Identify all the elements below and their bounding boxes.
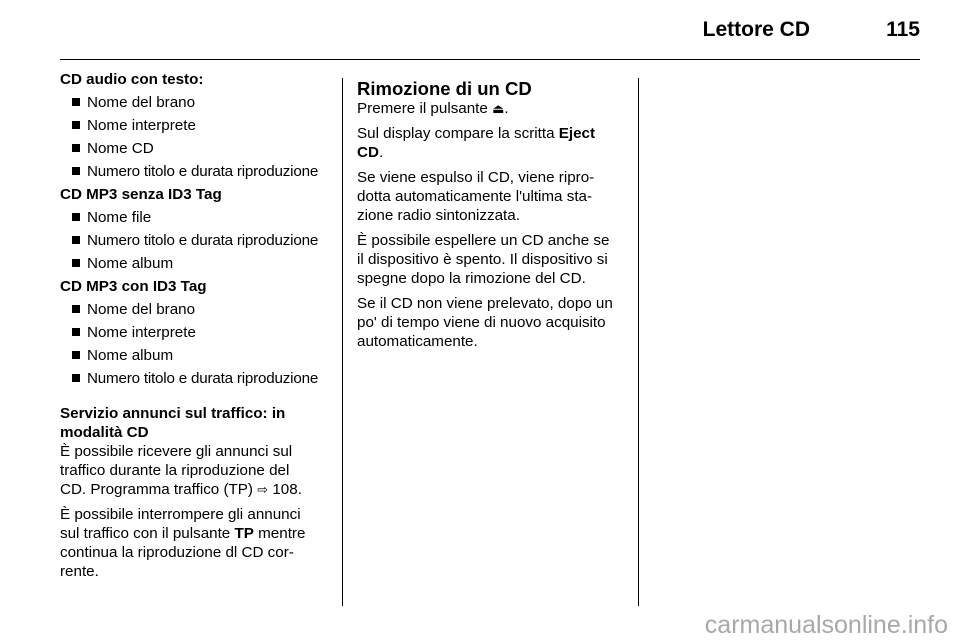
bullet-icon <box>72 259 80 267</box>
bullet-icon <box>72 236 80 244</box>
left-column <box>60 70 330 587</box>
list-item: Nome CD <box>60 139 330 158</box>
column-divider-2 <box>638 78 639 606</box>
header-rule <box>60 59 920 60</box>
list-item: Numero titolo e durata riproduzione <box>60 162 330 181</box>
eject-icon: ⏏ <box>492 101 505 116</box>
eject-instruction: Premere il pulsante ⏏. <box>357 100 509 117</box>
list-item: Nome interprete <box>60 323 330 342</box>
list-item: Numero titolo e durata riproduzione <box>60 369 330 388</box>
tp-button-label: TP <box>234 525 254 542</box>
middle-column <box>357 70 627 357</box>
traffic-paragraph-1: È possibile ricevere gli annunci sul traffico durante la riproduzione del CD. Programma traffico (TP) ⇨ 108. <box>60 443 302 498</box>
bullet-icon <box>72 144 80 152</box>
audio-cd-list <box>60 93 330 181</box>
display-message-paragraph: Sul display compare la scritta Eject CD. <box>357 125 596 161</box>
traffic-heading: Servizio annunci sul traffico: in modalità CD <box>60 405 286 441</box>
list-item: Numero titolo e durata riproduzione <box>60 231 330 250</box>
mp3-no-tag-heading: CD MP3 senza ID3 Tag <box>60 186 222 203</box>
list-item: Nome del brano <box>60 300 330 319</box>
bullet-icon <box>72 167 80 175</box>
bullet-icon <box>72 328 80 336</box>
traffic-paragraph-2: È possibile interrompere gli annunci sul traffico con il pulsante TP mentre continua la riproduzione dl CD cor- rente. <box>60 506 306 580</box>
bullet-icon <box>72 351 80 359</box>
mp3-tag-list <box>60 300 330 388</box>
section-title: Rimozione di un CD <box>357 78 532 99</box>
mp3-no-tag-list <box>60 208 330 273</box>
watermark: carmanualsonline.info <box>704 611 948 639</box>
bullet-icon <box>72 213 80 221</box>
list-item: Nome interprete <box>60 116 330 135</box>
audio-cd-heading: CD audio con testo: <box>60 71 204 88</box>
bullet-icon <box>72 374 80 382</box>
chapter-title: Lettore CD <box>702 18 810 41</box>
page-reference-arrow-icon: ⇨ <box>257 482 269 497</box>
list-item: Nome del brano <box>60 93 330 112</box>
page-number: 115 <box>886 18 920 41</box>
radio-resume-paragraph: Se viene espulso il CD, viene ripro- dotta automaticamente l'ultima sta- zione radio sintonizzata. <box>357 169 595 224</box>
bullet-icon <box>72 121 80 129</box>
bullet-icon <box>72 98 80 106</box>
column-divider-1 <box>342 78 343 606</box>
list-item: Nome file <box>60 208 330 227</box>
device-off-paragraph: È possibile espellere un CD anche se il dispositivo è spento. Il dispositivo si spegne dopo la rimozione del CD. <box>357 232 610 287</box>
list-item: Nome album <box>60 254 330 273</box>
list-item: Nome album <box>60 346 330 365</box>
bullet-icon <box>72 305 80 313</box>
auto-reload-paragraph: Se il CD non viene prelevato, dopo un po' di tempo viene di nuovo acquisito automaticamente. <box>357 295 613 350</box>
mp3-tag-heading: CD MP3 con ID3 Tag <box>60 278 207 295</box>
eject-label: Eject <box>558 125 596 142</box>
cd-label: CD <box>357 144 379 161</box>
